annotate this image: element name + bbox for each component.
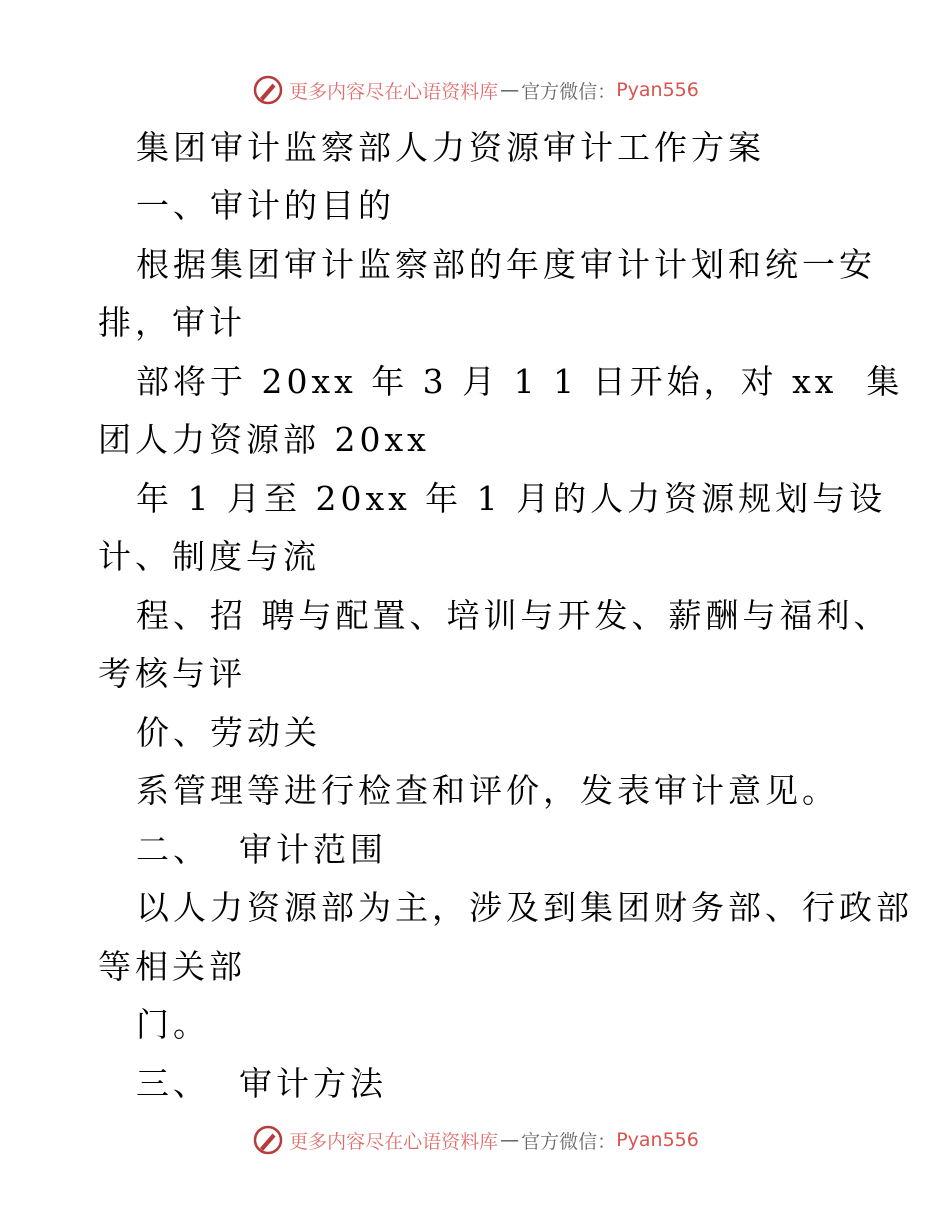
paragraph-line: 团人力资源部 20xx	[98, 420, 430, 459]
watermark-label: 官方微信：	[521, 1130, 617, 1153]
paragraph-line: 排，审计	[98, 303, 246, 342]
section-heading: 三、 审计方法	[136, 1064, 387, 1103]
document-title: 集团审计监察部人力资源审计工作方案	[136, 128, 765, 167]
watermark-dash: —	[500, 1129, 520, 1151]
watermark-label: 官方微信：	[521, 80, 617, 103]
pen-circle-icon	[251, 1123, 285, 1157]
watermark-text: 更多内容尽在心语资料库	[289, 1130, 499, 1153]
paragraph-line: 以人力资源部为主，涉及到集团财务部、行政部	[136, 888, 913, 927]
watermark-dash: —	[500, 79, 520, 101]
paragraph-line: 年 1 月至 20xx 年 1 月的人力资源规划与设	[136, 479, 887, 518]
paragraph-line: 价、劳动关	[136, 713, 321, 752]
paragraph-line: 程、招 聘与配置、培训与开发、薪酬与福利、	[136, 596, 891, 635]
paragraph-line: 等相关部	[98, 947, 246, 986]
paragraph-line: 考核与评	[98, 654, 246, 693]
paragraph-line: 计、制度与流	[98, 537, 320, 576]
paragraph-line: 部将于 20xx 年 3 月 1 1 日开始，对 xx 集	[136, 362, 904, 401]
paragraph-line: 系管理等进行检查和评价，发表审计意见。	[136, 771, 839, 810]
section-heading: 二、 审计范围	[136, 830, 387, 869]
section-heading: 一、审计的目的	[136, 186, 395, 225]
watermark-text: 更多内容尽在心语资料库	[289, 80, 499, 103]
watermark-id: Pyan556	[616, 79, 699, 101]
watermark-id: Pyan556	[616, 1129, 699, 1151]
paragraph-line: 根据集团审计监察部的年度审计计划和统一安	[136, 245, 876, 284]
watermark-footer	[0, 1122, 950, 1158]
paragraph-line: 门。	[136, 1005, 210, 1044]
pen-circle-icon	[251, 73, 285, 107]
watermark-header	[0, 72, 950, 108]
